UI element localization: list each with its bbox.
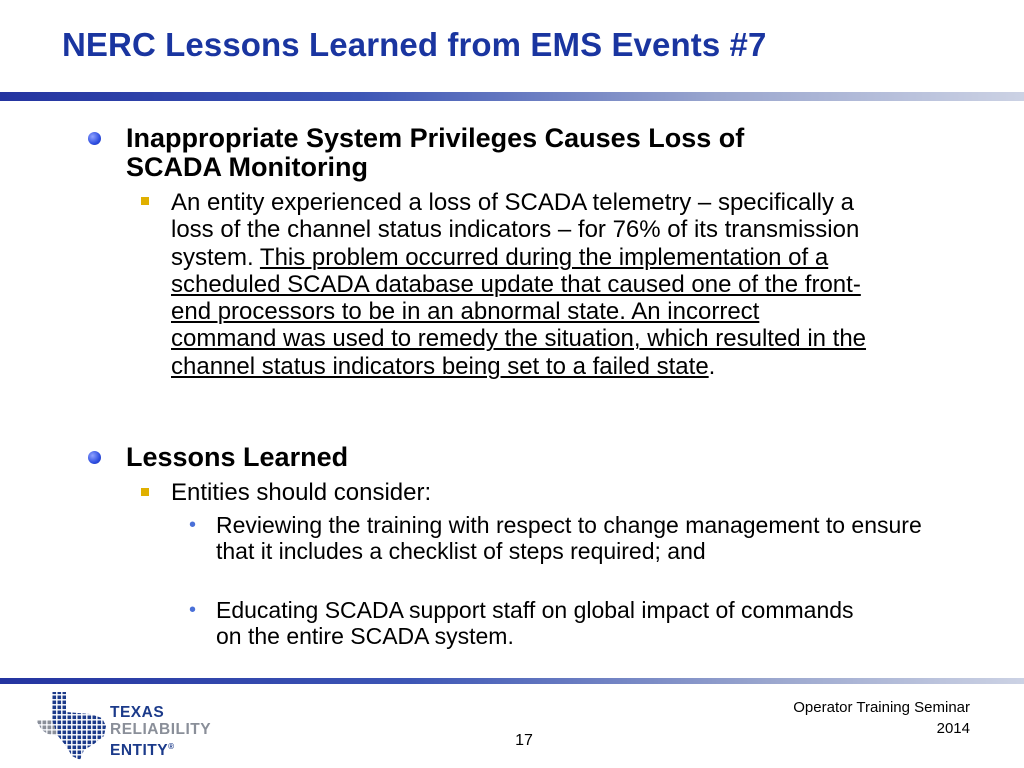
logo-text-texas: TEXAS — [110, 704, 165, 721]
bullet-heading-line1: Inappropriate System Privileges Causes Loss of — [126, 123, 745, 153]
logo-text-reliability: RELIABILITY — [110, 721, 212, 738]
texas-map-icon — [32, 690, 112, 762]
sub-bullet-consider: Entities should consider: — [171, 479, 432, 506]
footer-event-name: Operator Training Seminar — [793, 699, 970, 716]
logo-entity-word: ENTITY — [110, 742, 169, 760]
incident-text: An entity experienced a loss of SCADA telemetry – specifically a loss of the channel status indicators – for 76% of its transmission system. — [171, 189, 860, 271]
bullet-heading-line2: SCADA Monitoring — [126, 152, 368, 182]
bullet-square-icon — [141, 488, 149, 496]
footer-event — [793, 697, 970, 739]
bullet-dot-icon — [88, 451, 101, 464]
texas-reliability-entity-logo — [32, 690, 232, 762]
title-divider-bar — [0, 92, 1024, 101]
bullet-dot-icon — [88, 132, 101, 145]
slide-title: NERC Lessons Learned from EMS Events #7 — [62, 26, 767, 63]
bullet-small-dot-icon: • — [189, 514, 197, 536]
logo-trademark: ® — [168, 742, 175, 751]
sub-bullet-incident-description — [171, 189, 871, 380]
bullet-heading-scada — [126, 124, 886, 182]
footer-divider-bar — [0, 678, 1024, 684]
bullet-heading-lessons: Lessons Learned — [126, 442, 349, 472]
bullet-square-icon — [141, 197, 149, 205]
incident-underlined-text: This problem occurred during the implementation of a scheduled SCADA database update that caused one of the front-end processors to be in an abnormal state. An incorrect command was used to remedy the situation, which resulted in the channel status indicators being set to a failed state — [171, 243, 867, 380]
footer-event-year: 2014 — [936, 720, 970, 737]
lesson-item-educating: Educating SCADA support staff on global impact of commands on the entire SCADA system. — [216, 597, 854, 649]
incident-end: . — [708, 352, 716, 380]
lesson-item-training: Reviewing the training with respect to change management to ensure that it includes a checklist of steps required; and — [216, 512, 922, 564]
bullet-small-dot-icon: • — [189, 599, 197, 621]
page-number: 17 — [515, 732, 533, 749]
